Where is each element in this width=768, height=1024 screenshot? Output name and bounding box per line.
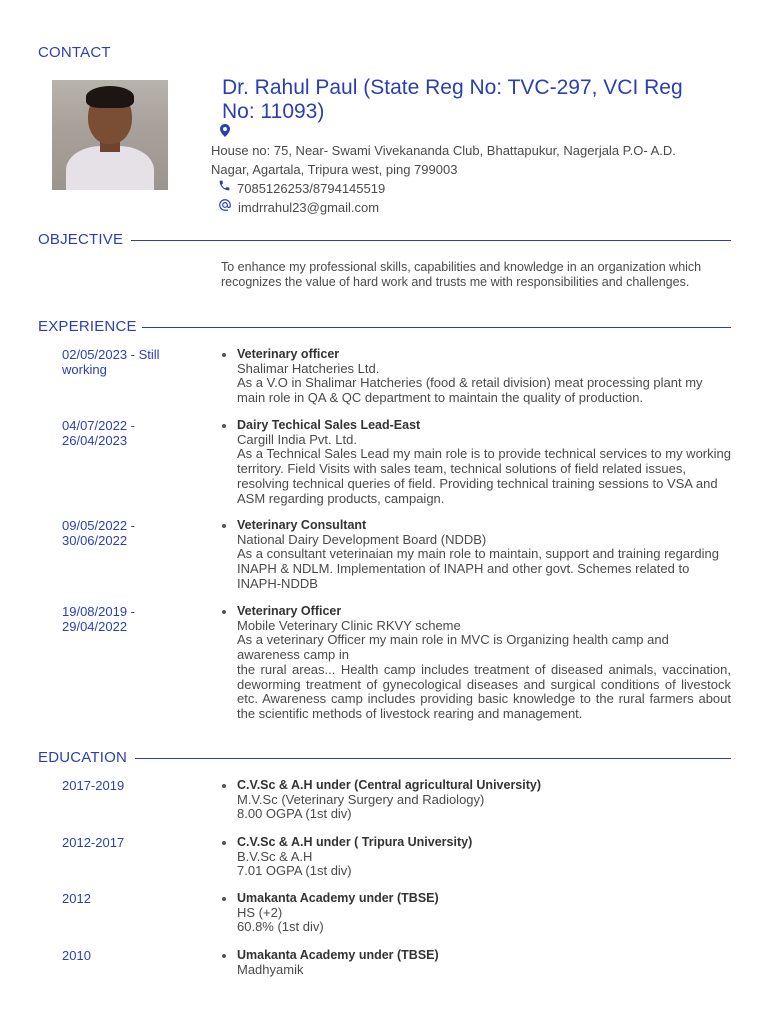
entry-desc: As a consultant veterinaian my main role to maintain, support and training regarding INAPH & NDLM. Implementation of INAPH and other govt. Schemes related to INAPH-NDDB bbox=[237, 546, 719, 591]
bullet bbox=[222, 610, 226, 614]
entry-role: Veterinary officer bbox=[237, 347, 340, 361]
entry-org: Mobile Veterinary Clinic RKVY scheme bbox=[237, 617, 461, 633]
entry-date: 2010 bbox=[62, 948, 91, 963]
entry-date: 2012-2017 bbox=[62, 835, 125, 850]
bullet bbox=[222, 424, 226, 428]
entry-role: Dairy Techical Sales Lead-East bbox=[237, 418, 421, 432]
bullet bbox=[222, 353, 226, 357]
entry-grade: 7.01 OGPA (1st div) bbox=[237, 863, 352, 879]
phone-row bbox=[218, 179, 385, 197]
entry-org: Shalimar Hatcheries Ltd. bbox=[237, 360, 380, 376]
entry-date: 09/05/2022 - 30/06/2022 bbox=[62, 518, 136, 548]
at-sign-icon bbox=[218, 198, 232, 217]
entry-org: National Dairy Development Board (NDDB) bbox=[237, 531, 487, 547]
entry-title: C.V.Sc & A.H under (Central agricultural University) bbox=[237, 778, 542, 792]
entry-degree: Madhyamik bbox=[237, 961, 304, 977]
bullet bbox=[222, 954, 226, 958]
objective-heading: OBJECTIVE bbox=[38, 231, 124, 248]
entry-desc-continued: the rural areas... Health camp includes treatment of diseased animals, vaccination, deworming treatment of gynecological diseases and surgical conditions of livestock etc. Awareness camp includes providing basic knowledge to the rural farmers about the scientific methods of livestock rearing and management. bbox=[237, 661, 731, 721]
entry-date: 02/05/2023 - Still working bbox=[62, 347, 160, 377]
bullet bbox=[222, 524, 226, 528]
phone-number[interactable]: 7085126253/8794145519 bbox=[237, 180, 386, 196]
candidate-name: Dr. Rahul Paul (State Reg No: TVC-297, VCI Reg No: 11093) bbox=[222, 76, 683, 123]
entry-body bbox=[237, 948, 731, 977]
entry-degree: B.V.Sc & A.H bbox=[237, 848, 313, 864]
email-address[interactable]: imdrrahul23@gmail.com bbox=[238, 200, 380, 215]
entry-date: 2012 bbox=[62, 891, 91, 906]
entry-body bbox=[237, 778, 731, 822]
entry-desc: As a V.O in Shalimar Hatcheries (food & retail division) meat processing plant my main role in QA & QC department to maintain the quality of production. bbox=[237, 375, 703, 406]
entry-degree: M.V.Sc (Veterinary Surgery and Radiology) bbox=[237, 791, 485, 807]
entry-body bbox=[237, 891, 731, 935]
entry-role: Veterinary Officer bbox=[237, 604, 342, 618]
entry-grade: 60.8% (1st div) bbox=[237, 919, 324, 935]
entry-title: C.V.Sc & A.H under ( Tripura University) bbox=[237, 835, 473, 849]
entry-body bbox=[237, 835, 731, 879]
entry-degree: HS (+2) bbox=[237, 904, 283, 920]
entry-date: 2017-2019 bbox=[62, 778, 125, 793]
contact-heading: CONTACT bbox=[38, 44, 111, 61]
entry-body bbox=[237, 347, 731, 406]
entry-title: Umakanta Academy under (TBSE) bbox=[237, 948, 439, 962]
bullet bbox=[222, 841, 226, 845]
entry-org: Cargill India Pvt. Ltd. bbox=[237, 431, 357, 447]
entry-desc: As a veterinary Officer my main role in MVC is Organizing health camp and awareness camp in bbox=[237, 632, 669, 663]
entry-body bbox=[237, 418, 731, 506]
entry-date: 04/07/2022 - 26/04/2023 bbox=[62, 418, 136, 448]
entry-body bbox=[237, 604, 731, 722]
location-pin-icon bbox=[220, 124, 230, 142]
entry-date: 19/08/2019 - 29/04/2022 bbox=[62, 604, 136, 634]
entry-title: Umakanta Academy under (TBSE) bbox=[237, 891, 439, 905]
education-heading: EDUCATION bbox=[38, 749, 128, 766]
objective-text: To enhance my professional skills, capabilities and knowledge in an organization which recognizes the value of hard work and trusts me with responsibilities and challenges. bbox=[221, 260, 702, 289]
entry-role: Veterinary Consultant bbox=[237, 518, 367, 532]
address-text: House no: 75, Near- Swami Vivekananda Club, Bhattapukur, Nagerjala P.O- A.D. Nagar, Agartala, Tripura west, ping 799003 bbox=[211, 143, 676, 177]
bullet bbox=[222, 784, 226, 788]
email-row bbox=[218, 198, 379, 217]
objective-rule bbox=[131, 240, 731, 241]
entry-desc: As a Technical Sales Lead my main role is to provide technical services to my working territory. Field Visits with sales team, technical solutions of field related issues, resolving technical queries of field. Providing technical training sessions to VSA and ASM regarding products, campaign. bbox=[237, 446, 731, 506]
education-rule bbox=[135, 758, 731, 759]
entry-body bbox=[237, 518, 731, 592]
experience-heading: EXPERIENCE bbox=[38, 318, 137, 335]
bullet bbox=[222, 897, 226, 901]
entry-grade: 8.00 OGPA (1st div) bbox=[237, 806, 352, 822]
profile-photo bbox=[52, 80, 168, 190]
experience-rule bbox=[142, 327, 731, 328]
phone-icon bbox=[218, 179, 231, 197]
